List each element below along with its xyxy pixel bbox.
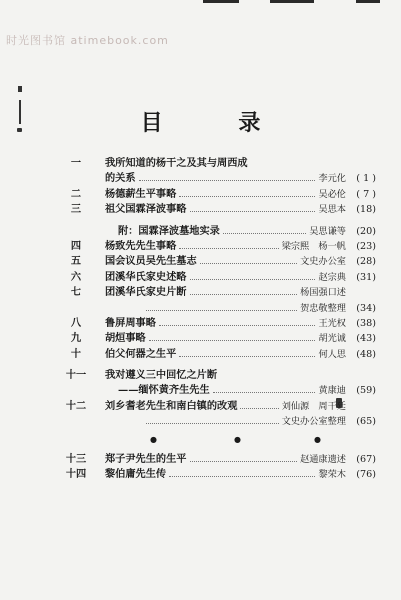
entry-number: 二 — [70, 187, 82, 200]
entry-page-number: (43) — [356, 333, 376, 345]
leader-dots — [190, 270, 315, 280]
entry-author: 赵宗典 — [318, 271, 346, 283]
leader-dots — [200, 254, 297, 264]
entry-title: 团溪华氏家史述略 — [105, 270, 187, 283]
top-edge-mark — [270, 0, 314, 3]
entry-number: 十 — [70, 347, 82, 360]
entry-title: 我对遵义三中回忆之片断 — [105, 369, 218, 382]
leader-dots — [169, 467, 315, 477]
entry-author: 王光权 — [318, 317, 346, 329]
entry-author: 何人思 — [318, 348, 346, 360]
leader-dots — [179, 187, 315, 197]
leader-dots — [146, 301, 297, 311]
entry-author: 李元化 — [318, 173, 346, 185]
toc-entry[interactable] — [56, 452, 376, 467]
leader-dots — [149, 331, 315, 341]
toc-entry[interactable] — [56, 383, 376, 398]
entry-page-number: ( 7 ) — [356, 188, 376, 200]
entry-title: 附：国霖泽波墓地实录 — [118, 224, 220, 237]
separator-dot: ● — [150, 434, 157, 444]
toc-entry[interactable] — [56, 171, 376, 186]
entry-number: 八 — [70, 316, 82, 329]
toc-entry[interactable] — [56, 224, 376, 239]
leader-dots — [190, 285, 297, 295]
toc-entry[interactable] — [56, 239, 376, 254]
entry-title: 鲁屏周事略 — [105, 316, 156, 329]
entry-author: 吴必伦 — [318, 188, 346, 200]
entry-page-number: (23) — [356, 240, 376, 252]
entry-page-number: (67) — [356, 453, 376, 465]
entry-title: 伯父何器之生平 — [105, 347, 177, 360]
toc-entry[interactable] — [56, 285, 376, 300]
entry-number: 四 — [70, 239, 82, 252]
entry-title: 杨德薪生平事略 — [105, 187, 177, 200]
separator-dot: ● — [314, 434, 321, 444]
entry-title: 我所知道的杨干之及其与周西成 — [105, 157, 248, 169]
toc-entry[interactable] — [56, 368, 376, 383]
entry-author: 刘仙源 周干廷 — [281, 400, 346, 412]
toc-entry[interactable] — [56, 301, 376, 316]
leader-dots — [240, 399, 279, 409]
entry-title: 郑子尹先生的生平 — [105, 452, 187, 465]
toc-entry[interactable] — [56, 399, 376, 414]
toc-entry[interactable] — [56, 316, 376, 331]
entry-title: 祖父国霖泽波事略 — [105, 203, 187, 216]
entry-number: 十四 — [65, 468, 87, 481]
entry-author: 黄康迪 — [318, 385, 346, 397]
leader-dots — [159, 316, 315, 326]
entry-author: 文史办公室 — [300, 256, 346, 268]
section-separator — [56, 430, 376, 452]
toc-entry[interactable] — [56, 331, 376, 346]
entry-page-number: (65) — [356, 416, 376, 428]
entry-page-number: (28) — [356, 256, 376, 268]
top-edge-mark — [203, 0, 239, 3]
entry-number: 三 — [70, 203, 82, 216]
toc-entry[interactable] — [56, 254, 376, 269]
entry-page-number: (76) — [356, 469, 376, 481]
entry-author: 赵通康遗述 — [300, 453, 346, 465]
entry-author: 胡光诚 — [318, 333, 346, 345]
entry-page-number: ( 1 ) — [356, 173, 376, 185]
entry-page-number: (38) — [356, 317, 376, 329]
separator-dot: ● — [234, 434, 241, 444]
entry-title: 的关系 — [105, 172, 136, 185]
entry-page-number: (48) — [356, 348, 376, 360]
entry-title: 国会议员吴先生墓志 — [105, 255, 197, 268]
entry-number: 一 — [70, 157, 82, 169]
entry-author: 吴思本 — [318, 204, 346, 216]
entry-author: 文史办公室整理 — [281, 416, 346, 428]
page-title: 目 录 — [140, 110, 295, 136]
entry-author: 贺忠敬整理 — [300, 302, 346, 314]
toc-entry[interactable] — [56, 414, 376, 429]
leader-dots — [179, 347, 315, 357]
leader-dots — [190, 202, 315, 212]
entry-page-number: (34) — [356, 302, 376, 314]
leader-dots — [223, 224, 306, 234]
entry-page-number: (59) — [356, 385, 376, 397]
entry-author: 黎荣木 — [318, 469, 346, 481]
entry-number: 十二 — [65, 399, 87, 412]
entry-title: 团溪华氏家史片断 — [105, 286, 187, 299]
entry-title: 胡烜事略 — [105, 332, 146, 345]
toc-entry[interactable] — [56, 187, 376, 202]
entry-author: 梁宗熙 杨一帆 — [281, 240, 346, 252]
table-of-contents — [56, 156, 376, 482]
entry-page-number: (20) — [356, 225, 376, 237]
toc-entry[interactable] — [56, 202, 376, 217]
entry-title: 杨致先先生事略 — [105, 239, 177, 252]
entry-number: 九 — [70, 332, 82, 345]
leader-dots — [190, 452, 297, 462]
leader-dots — [179, 239, 279, 249]
entry-page-number: (31) — [356, 271, 376, 283]
entry-number: 十三 — [65, 452, 87, 465]
entry-page-number: (18) — [356, 204, 376, 216]
watermark: 时光图书馆 atimebook.com — [6, 34, 169, 47]
leader-dots — [146, 414, 279, 424]
toc-entry[interactable] — [56, 156, 376, 171]
entry-number: 十一 — [65, 369, 87, 382]
top-edge-mark — [356, 0, 380, 3]
entry-number: 五 — [70, 255, 82, 268]
leader-dots — [213, 383, 315, 393]
entry-author: 吴思谦等 — [309, 225, 346, 237]
entry-title: ——缅怀黄齐生先生 — [118, 384, 210, 397]
entry-number: 七 — [70, 286, 82, 299]
entry-author: 杨国强口述 — [300, 287, 346, 299]
toc-entry[interactable] — [56, 467, 376, 482]
binding-mark — [18, 86, 22, 92]
toc-entry[interactable] — [56, 347, 376, 362]
entry-title: 刘乡耆老先生和南白镇的改观 — [105, 399, 238, 412]
toc-entry[interactable] — [56, 270, 376, 285]
entry-title: 黎伯庸先生传 — [105, 468, 167, 481]
leader-dots — [139, 171, 315, 181]
entry-number: 六 — [70, 270, 82, 283]
